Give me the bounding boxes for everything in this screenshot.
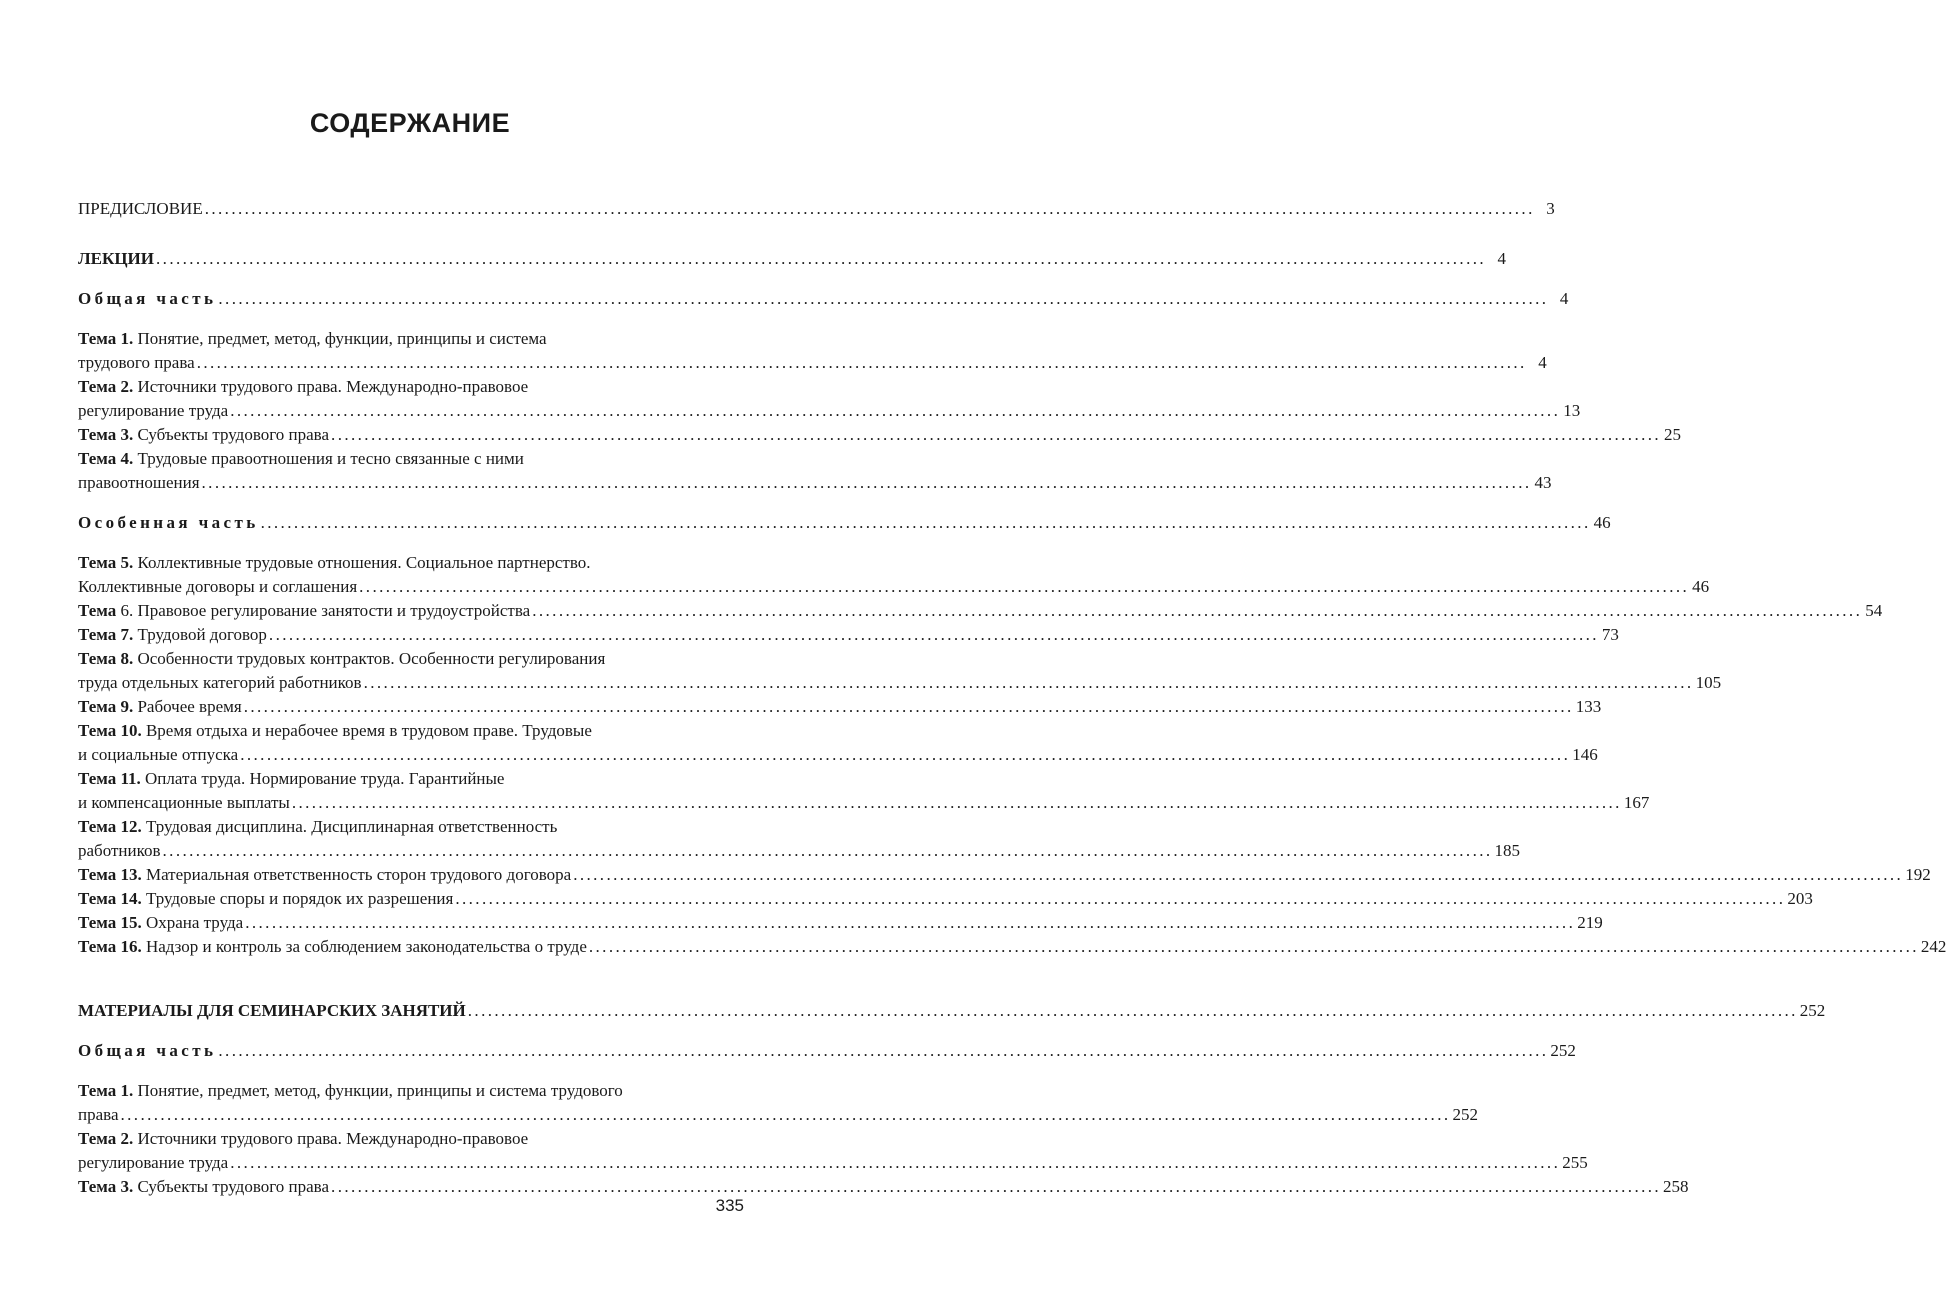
dot-leader: ........................................................................................................................................................................................................ xyxy=(331,1177,1662,1196)
toc-entry-lecture-topic-11[interactable]: Тема 11. Оплата труда. Нормирование труда. Гарантийные и компенсационные выплаты ........................................................................................................................................................................................................ 167 xyxy=(78,767,746,815)
dot-leader: ........................................................................................................................................................................................................ xyxy=(268,625,1599,644)
toc-entry-lecture-topic-4[interactable]: Тема 4. Трудовые правоотношения и тесно связанные с ними правоотношения ........................................................................................................................................................................................................ 43 xyxy=(78,447,746,495)
dot-leader: ........................................................................................................................................................................................................ xyxy=(196,353,1527,372)
dot-leader: ........................................................................................................................................................................................................ xyxy=(201,473,1532,492)
page-number: 335 xyxy=(715,1196,744,1215)
dot-leader: ........................................................................................................................................................................................................ xyxy=(245,913,1576,932)
toc-entry-lecture-topic-9[interactable]: Тема 9. Рабочее время ........................................................................................................................................................................................................ 133 xyxy=(78,695,746,719)
toc-entry-seminars-general[interactable]: Общая часть ........................................................................................................................................................................................................ 252 xyxy=(78,1039,746,1063)
table-of-contents xyxy=(78,197,1946,1199)
dot-leader: ........................................................................................................................................................................................................ xyxy=(120,1105,1451,1124)
toc-entry-lecture-topic-5[interactable]: Тема 5. Коллективные трудовые отношения. Социальное партнерство. Коллективные договоры и соглашения ........................................................................................................................................................................................................ 46 xyxy=(78,551,746,599)
dot-leader: ........................................................................................................................................................................................................ xyxy=(204,199,1535,218)
dot-leader: ........................................................................................................................................................................................................ xyxy=(359,577,1690,596)
dot-leader: ........................................................................................................................................................................................................ xyxy=(240,745,1571,764)
dot-leader: ........................................................................................................................................................................................................ xyxy=(243,697,1574,716)
dot-leader: ........................................................................................................................................................................................................ xyxy=(588,937,1919,956)
dot-leader: ........................................................................................................................................................................................................ xyxy=(532,601,1863,620)
toc-entry-lecture-topic-3[interactable]: Тема 3. Субъекты трудового права ........................................................................................................................................................................................................ 25 xyxy=(78,423,746,447)
page-title: СОДЕРЖАНИЕ xyxy=(309,108,511,138)
dot-leader: ........................................................................................................................................................................................................ xyxy=(291,793,1622,812)
toc-entry-lecture-topic-12[interactable]: Тема 12. Трудовая дисциплина. Дисциплинарная ответственность работников ........................................................................................................................................................................................................ 185 xyxy=(78,815,746,863)
dot-leader: ........................................................................................................................................................................................................ xyxy=(467,1001,1798,1020)
dot-leader: ........................................................................................................................................................................................................ xyxy=(230,1153,1561,1172)
toc-entry-lecture-topic-10[interactable]: Тема 10. Время отдыха и нерабочее время в трудовом праве. Трудовые и социальные отпуска ........................................................................................................................................................................................................ 146 xyxy=(78,719,746,767)
toc-entry-lecture-topic-8[interactable]: Тема 8. Особенности трудовых контрактов. Особенности регулирования труда отдельных категорий работников ........................................................................................................................................................................................................ 105 xyxy=(78,647,746,695)
dot-leader: ........................................................................................................................................................................................................ xyxy=(162,841,1493,860)
toc-entry-lecture-topic-6[interactable]: Тема 6. Правовое регулирование занятости и трудоустройства ........................................................................................................................................................................................................ 54 xyxy=(78,599,746,623)
dot-leader: ........................................................................................................................................................................................................ xyxy=(218,1041,1549,1060)
dot-leader: ........................................................................................................................................................................................................ xyxy=(455,889,1786,908)
toc-entry-seminar-topic-2[interactable]: Тема 2. Источники трудового права. Международно-правовое регулирование труда ........................................................................................................................................................................................................ 255 xyxy=(78,1127,746,1175)
toc-entry-lecture-topic-13[interactable]: Тема 13. Материальная ответственность сторон трудового договора ........................................................................................................................................................................................................ 192 xyxy=(78,863,746,887)
toc-entry-lecture-topic-16[interactable]: Тема 16. Надзор и контроль за соблюдением законодательства о труде ........................................................................................................................................................................................................ 242 xyxy=(78,935,746,959)
dot-leader: ........................................................................................................................................................................................................ xyxy=(331,425,1662,444)
toc-entry-seminar-topic-3[interactable]: Тема 3. Субъекты трудового права ........................................................................................................................................................................................................ 258 xyxy=(78,1175,746,1199)
dot-leader: ........................................................................................................................................................................................................ xyxy=(573,865,1904,884)
toc-entry-lectures-special[interactable]: Особенная часть ........................................................................................................................................................................................................ 46 xyxy=(78,511,746,535)
toc-entry-preface[interactable]: ПРЕДИСЛОВИЕ ........................................................................................................................................................................................................ 3 xyxy=(78,197,746,221)
toc-entry-lecture-topic-14[interactable]: Тема 14. Трудовые споры и порядок их разрешения ........................................................................................................................................................................................................ 203 xyxy=(78,887,746,911)
dot-leader: ........................................................................................................................................................................................................ xyxy=(230,401,1561,420)
toc-entry-lectures[interactable]: ЛЕКЦИИ ........................................................................................................................................................................................................ 4 xyxy=(78,247,746,271)
dot-leader: ........................................................................................................................................................................................................ xyxy=(156,249,1487,268)
dot-leader: ........................................................................................................................................................................................................ xyxy=(218,289,1549,308)
toc-entry-lecture-topic-15[interactable]: Тема 15. Охрана труда ........................................................................................................................................................................................................ 219 xyxy=(78,911,746,935)
toc-entry-lecture-topic-2[interactable]: Тема 2. Источники трудового права. Международно-правовое регулирование труда ........................................................................................................................................................................................................ 13 xyxy=(78,375,746,423)
dot-leader: ........................................................................................................................................................................................................ xyxy=(363,673,1694,692)
toc-entry-lecture-topic-1[interactable]: Тема 1. Понятие, предмет, метод, функции, принципы и система трудового права ........................................................................................................................................................................................................ 4 xyxy=(78,327,746,375)
dot-leader: ........................................................................................................................................................................................................ xyxy=(260,513,1591,532)
toc-entry-seminars[interactable]: МАТЕРИАЛЫ ДЛЯ СЕМИНАРСКИХ ЗАНЯТИЙ ........................................................................................................................................................................................................ 252 xyxy=(78,999,746,1023)
toc-entry-lectures-general[interactable]: Общая часть ........................................................................................................................................................................................................ 4 xyxy=(78,287,746,311)
toc-entry-lecture-topic-7[interactable]: Тема 7. Трудовой договор ........................................................................................................................................................................................................ 73 xyxy=(78,623,746,647)
toc-entry-seminar-topic-1[interactable]: Тема 1. Понятие, предмет, метод, функции, принципы и система трудового права ........................................................................................................................................................................................................ 252 xyxy=(78,1079,746,1127)
